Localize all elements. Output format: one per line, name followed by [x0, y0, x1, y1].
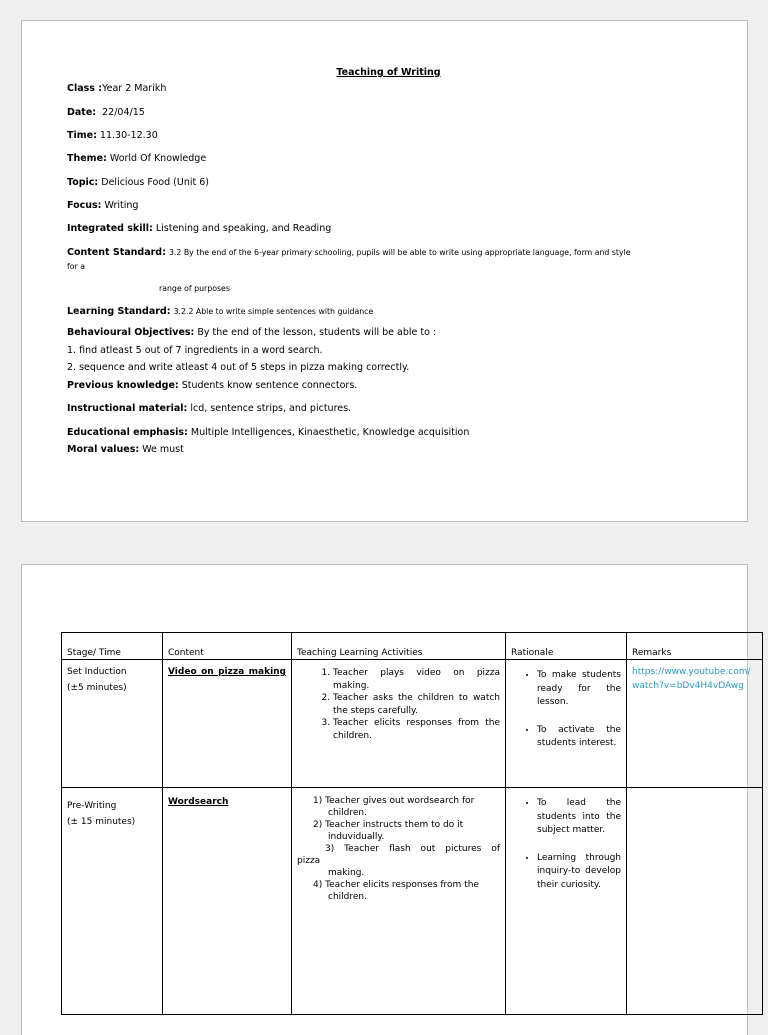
date-field — [67, 107, 707, 119]
educational-emphasis-label: Educational emphasis: — [67, 427, 188, 438]
stage-cell — [62, 788, 163, 1015]
activity-line: pizza — [297, 856, 321, 866]
behavioural-objectives-value: By the end of the lesson, students will be able to : — [197, 327, 437, 338]
topic-value: Delicious Food (Unit 6) — [101, 177, 209, 188]
remarks-cell — [627, 788, 763, 1015]
integrated-skill-value: Listening and speaking, and Reading — [155, 223, 332, 234]
activity-item: 2. Teacher asks the children to watch the steps carefully. — [333, 692, 500, 717]
behavioural-objectives-field — [67, 327, 707, 339]
document-page-2 — [21, 564, 751, 1035]
theme-label: Theme: — [67, 153, 107, 164]
lesson-plan-table — [61, 632, 763, 1015]
instructional-material-label: Instructional material: — [67, 403, 188, 414]
instructional-material-value: lcd, sentence strips, and pictures. — [190, 403, 352, 414]
theme-value: World Of Knowledge — [109, 153, 207, 164]
activities-list — [297, 667, 500, 742]
educational-emphasis-field — [67, 427, 707, 439]
content-cell — [163, 788, 292, 1015]
activities-list — [297, 795, 500, 903]
content-standard-value: 3.2 By the end of the 6-year primary schooling, pupils will be able to write using appropriate language, form and style — [168, 248, 631, 257]
content-title: Video on pizza making — [168, 667, 286, 677]
content-standard-label: Content Standard: — [67, 247, 166, 258]
rationale-list — [511, 669, 621, 751]
header-content: Content — [163, 633, 292, 660]
date-label: Date: — [67, 107, 97, 118]
activity-item: 3. Teacher elicits responses from the children. — [333, 717, 500, 742]
previous-knowledge-value: Students know sentence connectors. — [181, 380, 358, 391]
class-field — [67, 83, 707, 95]
previous-knowledge-field — [67, 380, 707, 392]
header-stage-time: Stage/ Time — [62, 633, 163, 660]
time-value: 11.30-12.30 — [99, 130, 158, 141]
topic-label: Topic: — [67, 177, 99, 188]
time-field — [67, 130, 707, 142]
objective-item-2: 2. sequence and write atleast 4 out of 5 steps in pizza making correctly. — [67, 362, 410, 373]
table-row — [62, 788, 763, 1015]
activity-line: 3) Teacher flash out pictures of — [325, 844, 500, 854]
learning-standard-value: 3.2.2 Able to write simple sentences with guidance — [173, 307, 374, 316]
stage-cell — [62, 660, 163, 788]
objective-item-1: 1. find atleast 5 out of 7 ingredients in a word search. — [67, 345, 323, 356]
focus-value: Writing — [104, 200, 139, 211]
instructional-material-field — [67, 403, 707, 415]
rationale-list — [511, 797, 621, 892]
rationale-item: • Learning through inquiry-to develop their curiosity. — [537, 852, 621, 893]
stage-time: (±5 minutes) — [67, 683, 127, 693]
header-activities: Teaching Learning Activities — [292, 633, 506, 660]
document-page-1 — [21, 20, 748, 522]
activity-line: 1) Teacher gives out wordsearch for — [313, 796, 475, 806]
document-title: Teaching of Writing — [336, 67, 441, 78]
stage-name: Pre-Writing — [67, 801, 117, 811]
time-label: Time: — [67, 130, 97, 141]
integrated-skill-field — [67, 223, 707, 235]
video-link[interactable]: https://www.youtube.com/watch?v=bDv4H4vDAwg — [632, 667, 751, 691]
stage-time: (± 15 minutes) — [67, 817, 136, 827]
header-remarks: Remarks — [627, 633, 763, 660]
remarks-cell — [627, 660, 763, 788]
content-standard-field — [67, 247, 707, 259]
moral-values-field — [67, 444, 707, 456]
integrated-skill-label: Integrated skill: — [67, 223, 153, 234]
learning-standard-field — [67, 306, 707, 318]
activity-line: children. — [328, 808, 367, 818]
activity-line: 2) Teacher instructs them to do it — [313, 820, 464, 830]
activity-line: 4) Teacher elicits responses from the — [313, 880, 479, 890]
content-standard-continuation: for a — [67, 262, 85, 271]
rationale-cell — [506, 660, 627, 788]
table-header-row — [62, 633, 763, 660]
stage-name: Set Induction — [67, 667, 127, 677]
class-label: Class : — [67, 83, 103, 94]
table-row — [62, 660, 763, 788]
activity-line: making. — [328, 868, 365, 878]
rationale-item: • To activate the students interest. — [537, 724, 621, 751]
educational-emphasis-value: Multiple Intelligences, Kinaesthetic, Knowledge acquisition — [190, 427, 470, 438]
learning-standard-label: Learning Standard: — [67, 306, 171, 317]
class-value: Year 2 Marikh — [102, 83, 167, 94]
focus-field — [67, 200, 707, 212]
moral-values-value: We must — [142, 444, 184, 455]
activity-line: induvidually. — [328, 832, 385, 842]
rationale-item: • To lead the students into the subject matter. — [537, 797, 621, 838]
activity-line: children. — [328, 892, 367, 902]
activities-cell — [292, 788, 506, 1015]
rationale-cell — [506, 788, 627, 1015]
previous-knowledge-label: Previous knowledge: — [67, 380, 179, 391]
content-title: Wordsearch — [168, 797, 229, 807]
behavioural-objectives-label: Behavioural Objectives: — [67, 327, 195, 338]
activities-cell — [292, 660, 506, 788]
header-rationale: Rationale — [506, 633, 627, 660]
date-value: 22/04/15 — [102, 107, 145, 118]
moral-values-label: Moral values: — [67, 444, 140, 455]
content-cell — [163, 660, 292, 788]
theme-field — [67, 153, 707, 165]
rationale-item: • To make students ready for the lesson. — [537, 669, 621, 710]
topic-field — [67, 177, 707, 189]
activity-item: 1. Teacher plays video on pizza making. — [333, 667, 500, 692]
content-standard-continuation-2: range of purposes — [159, 284, 230, 293]
focus-label: Focus: — [67, 200, 102, 211]
